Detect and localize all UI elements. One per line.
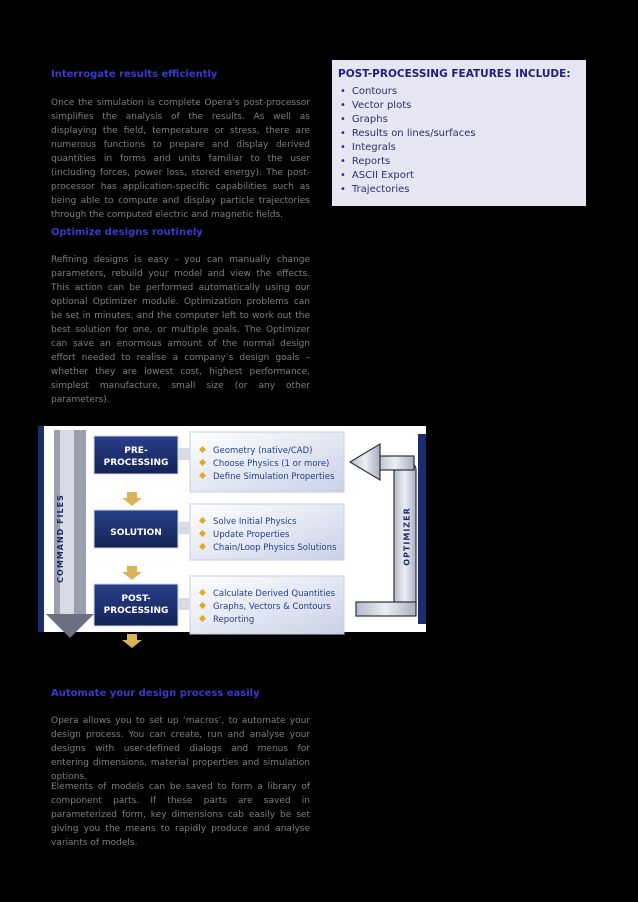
stage-item: Graphs, Vectors & Contours <box>200 602 331 612</box>
connector-3 <box>178 598 190 610</box>
feature-item: • Contours <box>340 85 476 99</box>
stage-label-line: POST- <box>121 594 151 604</box>
stage-item: Chain/Loop Physics Solutions <box>200 543 336 553</box>
stage-item: Solve Initial Physics <box>200 517 297 527</box>
optimizer-loop-top <box>376 456 414 470</box>
stage-label-line: PROCESSING <box>103 458 169 468</box>
stage-label-postprocessing <box>94 593 178 617</box>
stage-item: Define Simulation Properties <box>200 472 334 482</box>
stage-label-preprocessing <box>94 445 178 469</box>
feature-item: • Trajectories <box>340 183 476 197</box>
feature-item: • Vector plots <box>340 99 476 113</box>
connector-1 <box>178 448 190 460</box>
stage-item: Calculate Derived Quantities <box>200 589 335 599</box>
feature-item: • Graphs <box>340 113 476 127</box>
feature-item: • Integrals <box>340 141 476 155</box>
interrogate-paragraph: Once the simulation is complete Opera’s post-processor simplifies the analysis of the results. As well as displaying the field, temperature or stress, there are numerous functions to prepare and display derived quantities in forms and units familiar to the user (including forces, power loss, stored energy). The post-processor has application-specific capabilities such as being able to compute and display particle trajectories through the computed electric and magnetic fields. <box>51 98 310 220</box>
post-processing-features-box <box>332 60 586 206</box>
feature-item: • Results on lines/surfaces <box>340 127 476 141</box>
interrogate-heading: Interrogate results efficiently <box>51 69 218 80</box>
stage-item: Geometry (native/CAD) <box>200 446 312 456</box>
feature-item: • ASCII Export <box>340 169 476 183</box>
optimizer-label: OPTIMIZER <box>402 507 412 566</box>
optimize-heading: Optimize designs routinely <box>51 227 203 238</box>
stage-label-line: PRE- <box>124 446 148 456</box>
stage-item: Update Properties <box>200 530 289 540</box>
features-list <box>340 85 476 197</box>
connector-2 <box>178 522 190 534</box>
panel-edge-left <box>38 426 44 632</box>
optimizer-loop-bottom <box>356 602 416 616</box>
panel-edge-right <box>418 434 426 624</box>
automate-paragraph-2: Elements of models can be saved to form a library of component parts. If these parts are saved in parameterized form, key dimensions cab easily be set giving you the means to rapidly produce and analyse variants of models. <box>51 782 310 848</box>
automate-paragraph-1: Opera allows you to set up ‘macros’, to automate your design process. You can create, run and analyse your designs with user-defined dialogs and menus for entering dimensions, material properties and simulation options. <box>51 716 310 782</box>
stage-label-line: SOLUTION <box>110 528 162 538</box>
stage-label-solution <box>94 527 178 539</box>
feature-item: • Reports <box>340 155 476 169</box>
optimize-paragraph: Refining designs is easy - you can manually change parameters, rebuild your model and view the effects. This action can be performed automatically using our optional Optimizer module. Optimization problems can be set in minutes, and the computer left to work out the best solution for one, or multiple goals. The Optimizer can save an enormous amount of the normal design effort needed to realise a company’s design goals – whether they are lowest cost, highest performance, simplest manufacture, small size (or any other parameters). <box>51 255 310 405</box>
stage-label-line: PROCESSING <box>103 606 169 616</box>
automate-heading: Automate your design process easily <box>51 688 260 699</box>
stage-item: Choose Physics (1 or more) <box>200 459 329 469</box>
command-files-label: COMMAND FILES <box>55 494 65 583</box>
process-diagram <box>38 424 426 650</box>
stage-item: Reporting <box>200 615 254 625</box>
features-title: POST-PROCESSING FEATURES INCLUDE: <box>338 68 571 80</box>
flow-arrow-3 <box>122 634 142 648</box>
